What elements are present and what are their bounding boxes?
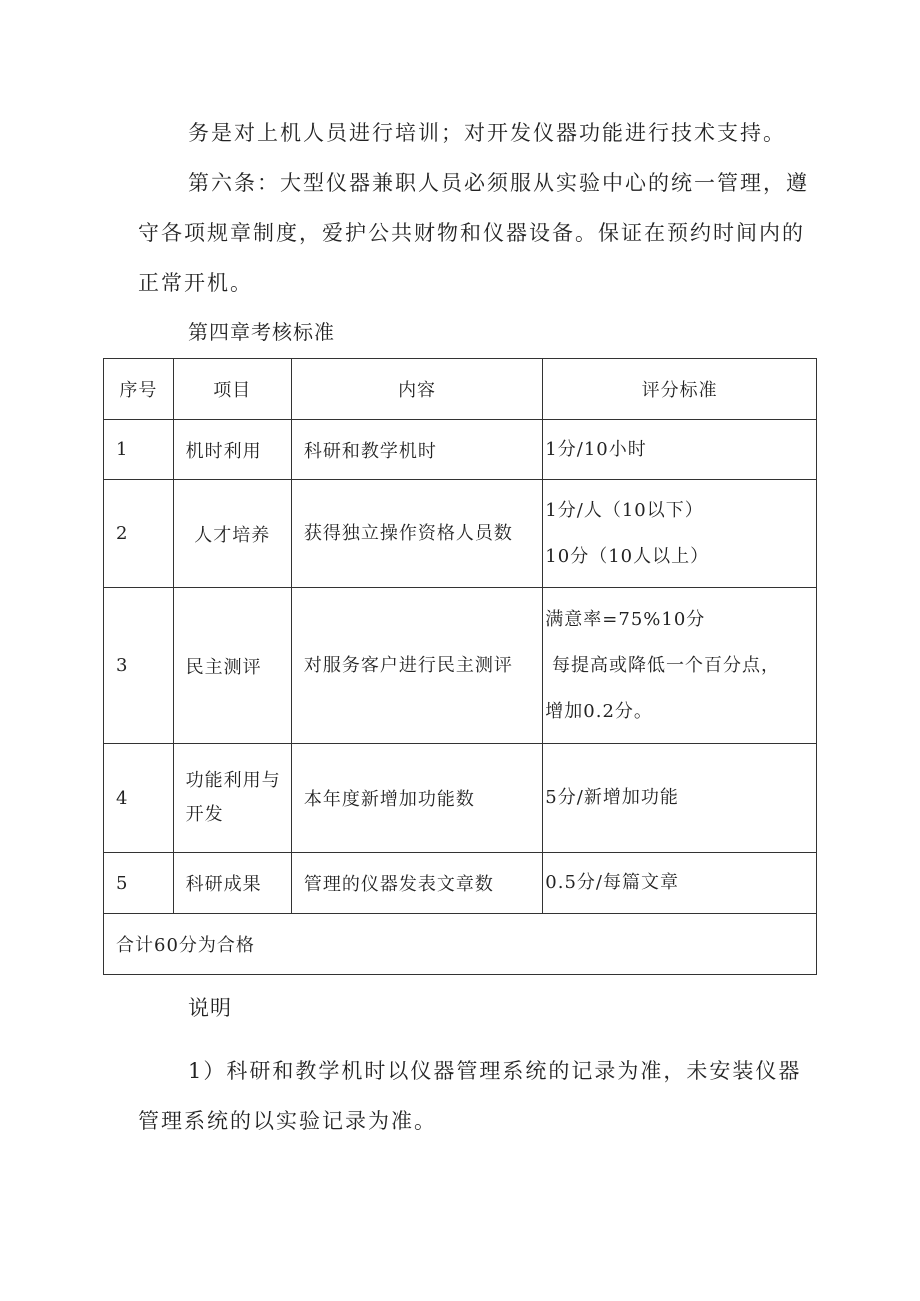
criteria-line: 满意率=75%10分 (545, 608, 706, 630)
table-row (104, 853, 817, 914)
criteria-line: 每提高或降低一个百分点， (545, 654, 781, 676)
row-content: 管理的仪器发表文章数 (291, 853, 542, 914)
row-item: 功能利用与开发 (173, 744, 291, 853)
header-item: 项目 (173, 359, 291, 420)
header-criteria: 评分标准 (543, 359, 817, 420)
criteria-line: 10分（10人以上） (545, 545, 710, 567)
total-cell: 合计60分为合格 (104, 914, 817, 975)
row-item: 科研成果 (173, 853, 291, 914)
table-row (104, 420, 817, 480)
paragraph-article-six: 第六条：大型仪器兼职人员必须服从实验中心的统一管理，遵守各项规章制度，爱护公共财物和仪器设备。保证在预约时间内的正常开机。 (138, 171, 809, 295)
row-no: 1 (104, 420, 174, 480)
row-criteria (543, 420, 817, 480)
row-item: 民主测评 (173, 588, 291, 744)
notes-title: 说明 (188, 996, 232, 1020)
row-criteria (543, 480, 817, 588)
criteria-line: 5分/新增加功能 (545, 787, 679, 808)
row-criteria (543, 853, 817, 914)
table-row (104, 744, 817, 853)
paragraph-training: 务是对上机人员进行培训；对开发仪器功能进行技术支持。 (188, 121, 786, 145)
table-row (104, 480, 817, 588)
row-content: 对服务客户进行民主测评 (291, 588, 542, 744)
chapter-heading: 第四章考核标准 (188, 320, 335, 344)
row-no: 2 (104, 480, 174, 588)
criteria-line: 0.5分/每篇文章 (545, 872, 679, 893)
header-no: 序号 (104, 359, 174, 420)
row-criteria (543, 744, 817, 853)
table-total-row (104, 914, 817, 975)
table-header-row (104, 359, 817, 420)
header-content: 内容 (291, 359, 542, 420)
row-no: 3 (104, 588, 174, 744)
row-item: 人才培养 (173, 480, 291, 588)
criteria-line: 增加0.2分。 (545, 700, 653, 722)
table-row (104, 588, 817, 744)
row-no: 5 (104, 853, 174, 914)
row-content: 本年度新增加功能数 (291, 744, 542, 853)
row-item: 机时利用 (173, 420, 291, 480)
row-no: 4 (104, 744, 174, 853)
note-item: 1）科研和教学机时以仪器管理系统的记录为准，未安装仪器管理系统的以实验记录为准。 (138, 1059, 802, 1133)
row-criteria (543, 588, 817, 744)
criteria-line: 1分/人（10以下） (545, 499, 704, 521)
criteria-line: 1分/10小时 (545, 438, 647, 460)
row-content: 获得独立操作资格人员数 (291, 480, 542, 588)
assessment-table (103, 358, 817, 975)
row-content: 科研和教学机时 (291, 420, 542, 480)
